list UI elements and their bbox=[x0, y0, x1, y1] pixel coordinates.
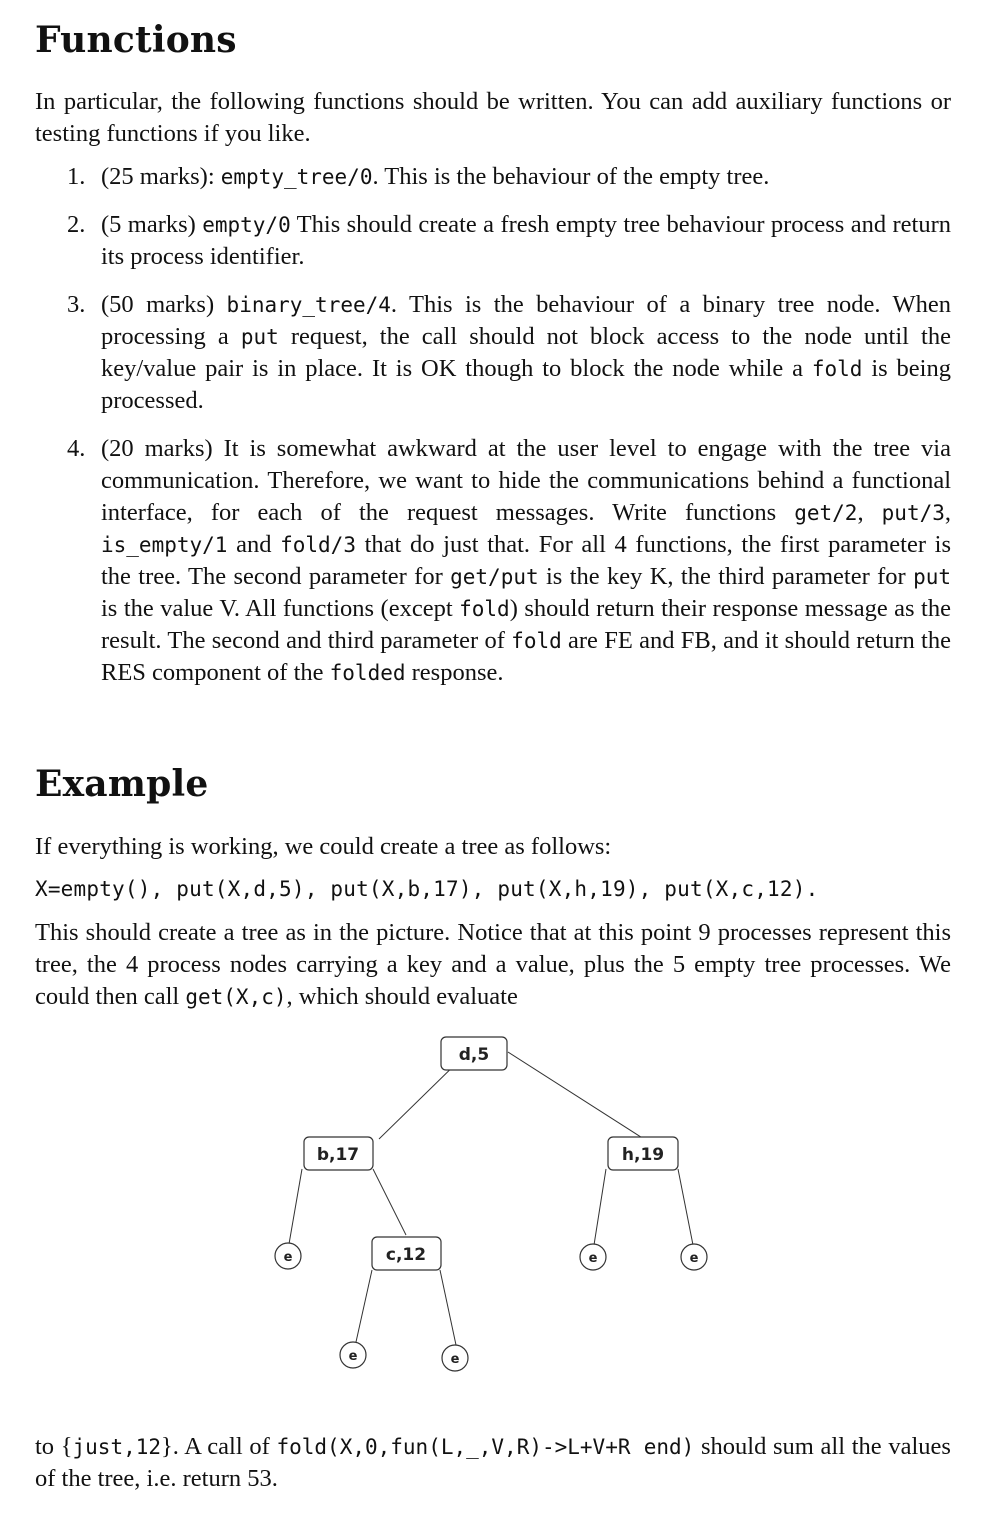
node-label: d,5 bbox=[458, 1045, 490, 1065]
tree-node bbox=[441, 1037, 507, 1070]
edge-h-e2 bbox=[678, 1169, 693, 1245]
list-text bbox=[101, 163, 769, 190]
empty-leaf bbox=[580, 1244, 606, 1270]
node-label: b,17 bbox=[316, 1145, 360, 1165]
empty-leaf bbox=[681, 1244, 707, 1270]
list-text bbox=[101, 211, 951, 270]
example-description bbox=[35, 917, 951, 1013]
list-number: 4. bbox=[67, 435, 86, 462]
inline-code: get/2 bbox=[794, 501, 858, 525]
section-heading-example: Example bbox=[35, 763, 209, 805]
edge-b-e bbox=[289, 1169, 302, 1244]
edge-h-e1 bbox=[594, 1169, 606, 1245]
tree-node bbox=[372, 1237, 441, 1270]
text-run: (25 marks): bbox=[101, 163, 221, 190]
section-heading-functions: Functions bbox=[35, 19, 237, 61]
inline-code: is_empty/1 bbox=[101, 533, 228, 557]
text-run: request, the call should not block access to the node until the key/value pair is in place. It is OK though to block the node while a bbox=[101, 323, 951, 382]
text-run: ) should return their response message as the result. The second and third parameter of bbox=[101, 595, 951, 654]
leaf-label: e bbox=[689, 1251, 699, 1266]
text-run: and bbox=[227, 531, 281, 558]
inline-code: put bbox=[913, 565, 951, 589]
text-run: should sum all the values of the tree, i.e. return 53. bbox=[35, 1433, 951, 1492]
tree-node bbox=[304, 1137, 373, 1170]
inline-code: just,12 bbox=[72, 1435, 162, 1459]
tree-diagram bbox=[35, 1030, 951, 1400]
empty-leaf bbox=[275, 1243, 301, 1269]
text-run: (5 marks) bbox=[101, 211, 203, 238]
text-run: , bbox=[857, 499, 882, 526]
text-run: response. bbox=[405, 659, 504, 686]
tree-node bbox=[608, 1137, 678, 1170]
inline-code: folded bbox=[329, 661, 406, 685]
leaf-label: e bbox=[348, 1349, 358, 1364]
text-run: . This is the behaviour of the empty tree. bbox=[372, 163, 770, 190]
leaf-label: e bbox=[588, 1251, 598, 1266]
list-item bbox=[35, 161, 951, 193]
list-item bbox=[35, 209, 951, 273]
text-run: , bbox=[944, 499, 951, 526]
edge-b-c bbox=[373, 1169, 406, 1235]
inline-code: get/put bbox=[450, 565, 539, 589]
text-run: (20 marks) It is somewhat awkward at the user level to engage with the tree via communication. Therefore, we want to hide the communications behind a functional interface, for each of the request messages. Write functions bbox=[101, 435, 951, 526]
text-run: This should create a fresh empty tree behaviour process and return its process identifier. bbox=[101, 211, 951, 270]
inline-code: fold/3 bbox=[280, 533, 356, 557]
text-run: to { bbox=[35, 1433, 73, 1460]
inline-code: empty_tree/0 bbox=[220, 165, 373, 189]
edge-c-e2 bbox=[440, 1270, 456, 1345]
leaf-label: e bbox=[450, 1352, 460, 1367]
list-number: 1. bbox=[67, 163, 86, 190]
text-run: that do just that. For all 4 functions, the first parameter is the tree. The second parameter for bbox=[101, 531, 951, 590]
functions-intro: In particular, the following functions should be written. You can add auxiliary functions or testing functions if you like. bbox=[35, 88, 951, 147]
inline-code: put bbox=[240, 325, 279, 349]
text-run: , which should evaluate bbox=[286, 983, 518, 1010]
inline-code: fold bbox=[511, 629, 562, 653]
inline-code: fold bbox=[811, 357, 863, 381]
node-label: c,12 bbox=[385, 1245, 427, 1265]
list-text bbox=[101, 291, 951, 414]
example-conclusion bbox=[35, 1431, 951, 1495]
text-run: is being processed. bbox=[101, 355, 951, 414]
inline-code: fold bbox=[459, 597, 510, 621]
inline-code: empty/0 bbox=[202, 213, 291, 237]
edge-d-h bbox=[508, 1052, 644, 1139]
function-list bbox=[35, 161, 951, 705]
inline-code: get(X,c) bbox=[185, 985, 287, 1009]
inline-code: binary_tree/4 bbox=[226, 293, 391, 317]
list-number: 2. bbox=[67, 211, 86, 238]
inline-code: fold(X,0,fun(L,_,V,R)->L+V+R end) bbox=[276, 1435, 695, 1459]
text-run: (50 marks) bbox=[101, 291, 227, 318]
edge-c-e1 bbox=[356, 1270, 372, 1342]
list-item bbox=[35, 289, 951, 417]
text-run: is the key K, the third parameter for bbox=[538, 563, 914, 590]
list-text bbox=[101, 435, 951, 686]
list-number: 3. bbox=[67, 291, 86, 318]
node-label: h,19 bbox=[621, 1145, 665, 1165]
text-run: }. A call of bbox=[161, 1433, 277, 1460]
list-item bbox=[35, 433, 951, 689]
example-intro: If everything is working, we could create a tree as follows: bbox=[35, 833, 612, 860]
text-run: . This is the behaviour of a binary tree node. When processing a bbox=[101, 291, 951, 350]
text-run: are FE and FB, and it should return the RES component of the bbox=[101, 627, 951, 686]
text-run: is the value V. All functions (except bbox=[101, 595, 460, 622]
empty-leaf bbox=[442, 1345, 468, 1371]
tree-edges bbox=[289, 1052, 693, 1345]
empty-leaf bbox=[340, 1342, 366, 1368]
leaf-label: e bbox=[283, 1250, 293, 1265]
inline-code: put/3 bbox=[881, 501, 945, 525]
text-run: This should create a tree as in the picture. Notice that at this point 9 processes represent this tree, the 4 process nodes carrying a key and a value, plus the 5 empty tree processes. We could then call bbox=[35, 919, 951, 1010]
example-code: X=empty(), put(X,d,5), put(X,b,17), put(X,h,19), put(X,c,12). bbox=[35, 877, 819, 901]
